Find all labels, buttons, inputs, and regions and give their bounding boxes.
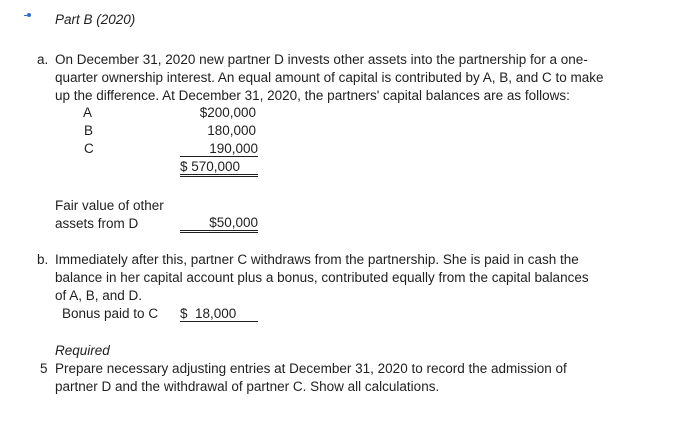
- partner-b-label: B: [84, 123, 94, 138]
- required-line-1: Prepare necessary adjusting entries at December 31, 2020 to record the admission of: [55, 361, 567, 376]
- bonus-amount: $ 18,000: [180, 306, 258, 322]
- section-b-marker: b.: [37, 252, 49, 267]
- partner-c-balance: 190,000: [180, 141, 258, 157]
- bullet-icon: [27, 13, 31, 17]
- part-title: Part B (2020): [55, 12, 136, 27]
- partner-c-label: C: [84, 141, 94, 156]
- required-line-2: partner D and the withdrawal of partner C. Show all calculations.: [55, 379, 440, 394]
- bonus-label: Bonus paid to C: [62, 306, 159, 321]
- required-heading: Required: [55, 343, 110, 358]
- fair-value-label-line-1: Fair value of other: [55, 198, 164, 213]
- partner-a-label: A: [83, 105, 93, 120]
- partner-a-balance: $200,000: [199, 105, 256, 120]
- section-a-line-1: On December 31, 2020 new partner D invests other assets into the partnership for a one-: [55, 52, 588, 67]
- section-b-line-3: of A, B, and D.: [55, 288, 143, 303]
- section-a-line-2: quarter ownership interest. An equal amount of capital is contributed by A, B, and C to make: [55, 70, 604, 85]
- section-a-line-3: up the difference. At December 31, 2020, the partners' capital balances are as follows:: [55, 88, 570, 103]
- partner-b-balance: 180,000: [207, 123, 256, 138]
- section-b-line-2: balance in her capital account plus a bonus, contributed equally from the capital balances: [55, 270, 589, 285]
- capital-total: $ 570,000: [180, 159, 258, 177]
- fair-value-label-line-2: assets from D: [55, 216, 139, 231]
- required-number: 5: [40, 361, 48, 376]
- section-b-line-1: Immediately after this, partner C withdraws from the partnership. She is paid in cash the: [55, 252, 579, 267]
- bullet-dash-icon: [24, 15, 27, 16]
- section-a-marker: a.: [37, 52, 49, 67]
- fair-value-amount: $50,000: [180, 215, 258, 233]
